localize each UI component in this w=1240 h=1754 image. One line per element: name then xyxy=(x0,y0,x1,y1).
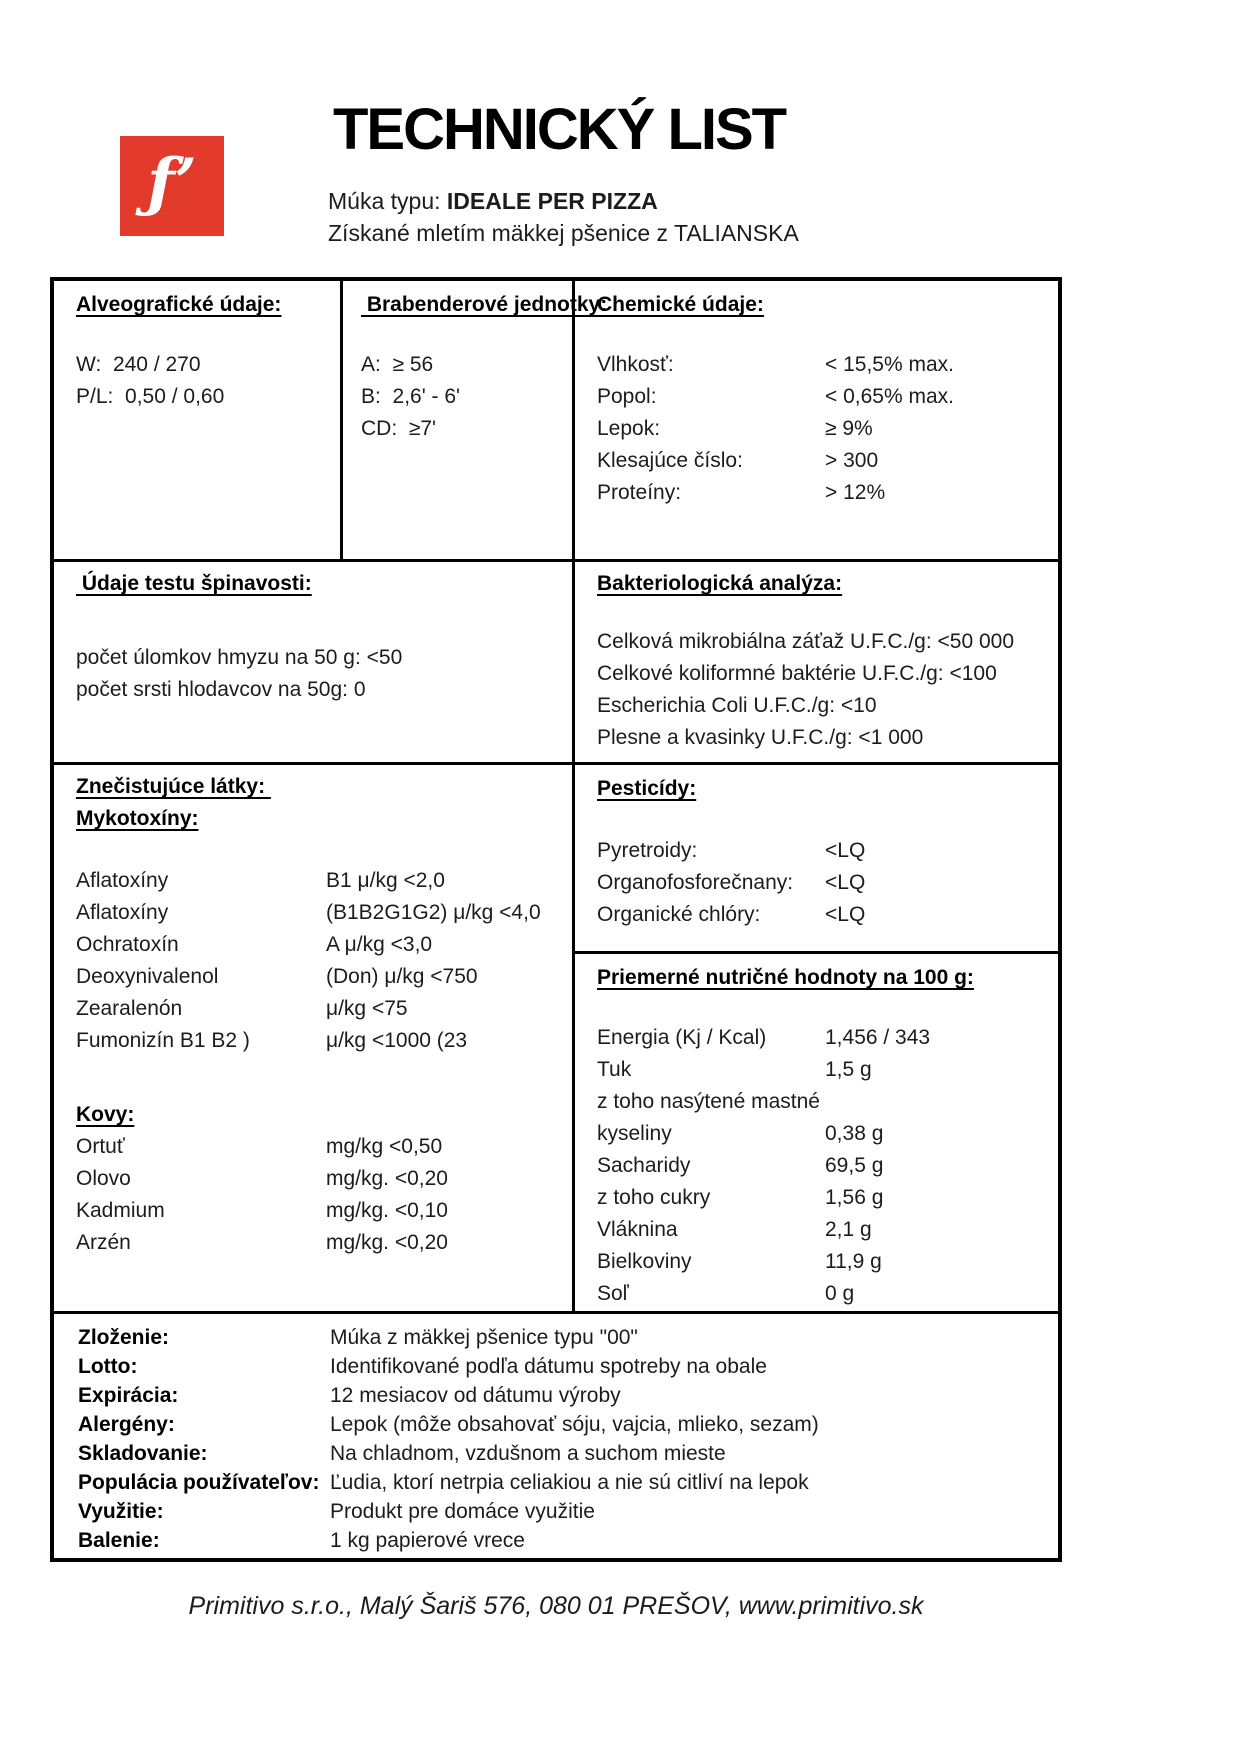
row-label: z toho cukry xyxy=(597,1186,711,1209)
section-heading: Údaje testu špinavosti: xyxy=(76,572,312,595)
row-label: Zloženie: xyxy=(78,1326,170,1349)
table-row xyxy=(597,1054,1067,1086)
row-label: Alergény: xyxy=(78,1413,175,1436)
row-label: Lotto: xyxy=(78,1355,138,1378)
table-row xyxy=(78,1468,1082,1497)
footer-address: Primitivo s.r.o., Malý Šariš 576, 080 01 PREŠOV, www.primitivo.sk xyxy=(188,1592,924,1620)
text-line: Plesne a kvasinky U.F.C./g: <1 000 xyxy=(597,726,924,749)
row-label: Olovo xyxy=(76,1167,131,1190)
section-heading: Alveografické údaje: xyxy=(76,293,282,316)
row-label: Populácia používateľov: xyxy=(78,1471,320,1494)
row-value: mg/kg. <0,20 xyxy=(326,1231,448,1254)
table-row xyxy=(76,1025,594,1057)
info-rows xyxy=(78,1323,1082,1555)
row-label: Vlhkosť: xyxy=(597,353,674,376)
table-row xyxy=(78,1352,1082,1381)
table-row xyxy=(78,1323,1082,1352)
divider-row2-bottom xyxy=(54,762,1058,765)
table-row xyxy=(597,1182,1067,1214)
table-row xyxy=(76,1163,594,1195)
table-row xyxy=(76,929,594,961)
company-logo xyxy=(120,136,224,236)
row-value: 11,9 g xyxy=(825,1250,882,1273)
row-value: Na chladnom, vzdušnom a suchom mieste xyxy=(330,1442,726,1465)
flour-type-label: Múka typu: xyxy=(328,188,447,214)
mycotoxin-rows xyxy=(76,865,594,1057)
text-line: počet srsti hlodavcov na 50g: 0 xyxy=(76,678,366,701)
table-row xyxy=(76,993,594,1025)
section-brabender xyxy=(343,289,608,445)
section-product-info xyxy=(54,1323,1082,1555)
brabender-lines xyxy=(361,349,590,445)
section-nutrition xyxy=(575,962,1067,1310)
row-value: 69,5 g xyxy=(825,1154,884,1177)
row-label: Arzén xyxy=(76,1231,131,1254)
row-value: 2,1 g xyxy=(825,1218,872,1241)
row-value: 1,5 g xyxy=(825,1058,872,1081)
nutrition-rows xyxy=(597,1022,1067,1310)
table-row xyxy=(76,865,594,897)
row-label: kyseliny xyxy=(597,1122,672,1145)
row-value: <LQ xyxy=(825,839,866,862)
row-label: Fumonizín B1 B2 ) xyxy=(76,1029,250,1052)
row-value: < 15,5% max. xyxy=(825,353,954,376)
table-row xyxy=(597,835,1067,867)
section-bacteriological xyxy=(575,568,1067,754)
row-label: Proteíny: xyxy=(597,481,682,504)
row-value: > 300 xyxy=(825,449,879,472)
row-label: Klesajúce číslo: xyxy=(597,449,743,472)
table-row xyxy=(597,445,1067,477)
table-row xyxy=(78,1410,1082,1439)
spec-table xyxy=(50,277,1062,1562)
row-label: Expirácia: xyxy=(78,1384,179,1407)
alveographic-lines xyxy=(76,349,362,413)
section-heading: Priemerné nutričné hodnoty na 100 g: xyxy=(597,966,974,989)
row-value: 1,56 g xyxy=(825,1186,884,1209)
metals-heading: Kovy: xyxy=(76,1103,135,1126)
row-label: Kadmium xyxy=(76,1199,165,1222)
row-value: (B1B2G1G2) μ/kg <4,0 xyxy=(326,901,541,924)
row-value: <LQ xyxy=(825,903,866,926)
table-row xyxy=(597,1118,1067,1150)
row-value: A μ/kg <3,0 xyxy=(326,933,433,956)
divider-pesticides-nutrition xyxy=(575,951,1058,954)
table-row xyxy=(597,349,1067,381)
row-label: Vláknina xyxy=(597,1218,678,1241)
table-row xyxy=(76,1195,594,1227)
row-label: Ortuť xyxy=(76,1135,125,1158)
pesticide-rows xyxy=(597,835,1067,931)
divider-info-top xyxy=(54,1311,1058,1314)
divider-row1-bottom xyxy=(54,559,1058,562)
row-label: Energia (Kj / Kcal) xyxy=(597,1026,767,1049)
table-row xyxy=(597,1086,1067,1118)
text-line: A: ≥ 56 xyxy=(361,353,434,376)
table-row xyxy=(76,961,594,993)
row-value: < 0,65% max. xyxy=(825,385,954,408)
row-value: 0 g xyxy=(825,1282,855,1305)
table-row xyxy=(76,1131,594,1163)
section-heading: Znečistujúce látky: xyxy=(76,775,271,798)
row-value: B1 μ/kg <2,0 xyxy=(326,869,445,892)
table-row xyxy=(78,1526,1082,1555)
text-line: CD: ≥7' xyxy=(361,417,437,440)
row-label: z toho nasýtené mastné xyxy=(597,1090,820,1113)
row-value: 1 kg papierové vrece xyxy=(330,1529,525,1552)
dirt-test-lines xyxy=(76,642,594,706)
row-value: 12 mesiacov od dátumu výroby xyxy=(330,1384,621,1407)
origin-line: Získané mletím mäkkej pšenice z TALIANSKA xyxy=(328,220,799,246)
text-line: P/L: 0,50 / 0,60 xyxy=(76,385,225,408)
row-value: Múka z mäkkej pšenice typu "00" xyxy=(330,1326,638,1349)
section-chemical xyxy=(575,289,1067,509)
chemical-rows xyxy=(597,349,1067,509)
text-line: počet úlomkov hmyzu na 50 g: <50 xyxy=(76,646,403,669)
row-value: Produkt pre domáce využitie xyxy=(330,1500,595,1523)
row-value: Lepok (môže obsahovať sóju, vajcia, mlieko, sezam) xyxy=(330,1413,819,1436)
row-label: Deoxynivalenol xyxy=(76,965,219,988)
row-label: Bielkoviny xyxy=(597,1250,692,1273)
table-row xyxy=(76,897,594,929)
table-row xyxy=(597,1150,1067,1182)
table-row xyxy=(597,413,1067,445)
table-row xyxy=(597,381,1067,413)
text-line: B: 2,6' - 6' xyxy=(361,385,461,408)
table-row xyxy=(597,1246,1067,1278)
row-value: μ/kg <1000 (23 xyxy=(326,1029,468,1052)
metal-rows xyxy=(76,1131,594,1259)
text-line: Escherichia Coli U.F.C./g: <10 xyxy=(597,694,877,717)
section-heading: Pesticídy: xyxy=(597,777,697,800)
row-label: Soľ xyxy=(597,1282,629,1305)
row-label: Zearalenón xyxy=(76,997,183,1020)
section-subheading: Mykotoxíny: xyxy=(76,807,199,830)
row-value: 1,456 / 343 xyxy=(825,1026,931,1049)
row-value: mg/kg. <0,20 xyxy=(326,1167,448,1190)
row-value: (Don) μ/kg <750 xyxy=(326,965,478,988)
table-row xyxy=(597,477,1067,509)
row-value: <LQ xyxy=(825,871,866,894)
table-row xyxy=(597,899,1067,931)
row-value: μ/kg <75 xyxy=(326,997,408,1020)
row-value: ≥ 9% xyxy=(825,417,873,440)
logo-f-icon: ƒ’ xyxy=(147,144,197,220)
text-line: W: 240 / 270 xyxy=(76,353,201,376)
row-value: mg/kg. <0,10 xyxy=(326,1199,448,1222)
row-label: Lepok: xyxy=(597,417,661,440)
table-row xyxy=(76,1227,594,1259)
table-row xyxy=(597,1278,1067,1310)
table-row xyxy=(597,1022,1067,1054)
table-row xyxy=(597,867,1067,899)
text-line: Celkové koliformné baktérie U.F.C./g: <100 xyxy=(597,662,997,685)
section-dirt-test xyxy=(54,568,594,706)
section-heading: Chemické údaje: xyxy=(597,293,764,316)
flour-type-line xyxy=(328,188,658,215)
row-value: mg/kg <0,50 xyxy=(326,1135,443,1158)
row-label: Organofosforečnany: xyxy=(597,871,794,894)
row-label: Ochratoxín xyxy=(76,933,179,956)
section-contaminants xyxy=(54,771,594,1259)
row-label: Skladovanie: xyxy=(78,1442,208,1465)
table-row xyxy=(597,1214,1067,1246)
bacteriological-lines xyxy=(597,626,1067,754)
row-value: Ľudia, ktorí netrpia celiakiou a nie sú citliví na lepok xyxy=(330,1471,809,1494)
row-label: Balenie: xyxy=(78,1529,160,1552)
table-row xyxy=(78,1439,1082,1468)
section-alveographic xyxy=(54,289,362,413)
row-value: 0,38 g xyxy=(825,1122,884,1145)
row-label: Využitie: xyxy=(78,1500,164,1523)
table-row xyxy=(78,1381,1082,1410)
row-value: Identifikované podľa dátumu spotreby na obale xyxy=(330,1355,767,1378)
row-label: Sacharidy xyxy=(597,1154,691,1177)
text-line: Celková mikrobiálna záťaž U.F.C./g: <50 000 xyxy=(597,630,1014,653)
section-heading: Brabenderové jednotky: xyxy=(361,293,608,316)
row-label: Aflatoxíny xyxy=(76,901,169,924)
row-value: > 12% xyxy=(825,481,886,504)
section-heading: Bakteriologická analýza: xyxy=(597,572,843,595)
page-title: TECHNICKÝ LIST xyxy=(333,97,786,162)
row-label: Pyretroidy: xyxy=(597,839,698,862)
row-label: Organické chlóry: xyxy=(597,903,761,926)
section-pesticides xyxy=(575,773,1067,931)
flour-type-value: IDEALE PER PIZZA xyxy=(446,188,658,214)
row-label: Tuk xyxy=(597,1058,632,1081)
row-label: Aflatoxíny xyxy=(76,869,169,892)
table-row xyxy=(78,1497,1082,1526)
row-label: Popol: xyxy=(597,385,657,408)
